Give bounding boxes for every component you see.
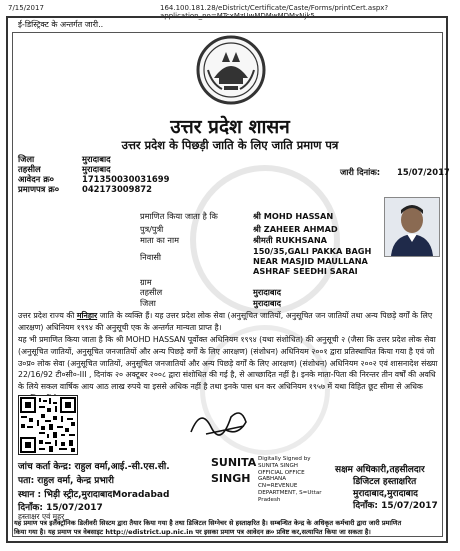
resident-line-2: NEAR MASJID MAULLANA xyxy=(253,256,368,266)
issue-date-value: 15/07/2017 xyxy=(397,167,450,177)
tehsil-value: मुरादाबाद xyxy=(82,164,111,174)
para1-prefix: उत्तर प्रदेश राज्य की xyxy=(18,311,75,320)
issuer-center: जांच कर्ता केन्द्र: राहुल वर्मा,आई.-सी.एस.सी. xyxy=(18,462,170,472)
village-label: ग्राम xyxy=(140,277,152,287)
footer-line-1: यह प्रमाण पत्र इलेक्ट्रॉनिक डिलीवरी सिस्टम द्वारा तैयार किया गया है तथा डिजिटल सिग्नेचर से हस्ताक्षरित है। सम्बन्धित केन्द्र के अधिकृत कर्मचारी द्वारा जारी प्रमाणित xyxy=(14,519,402,527)
mother-label: माता का नाम xyxy=(140,235,179,245)
print-url: 164.100.181.28/eDistrict/Certificate/Caste/Forms/printCert.aspx?application_no=MTcxMzUwMDMwMDMxNjk5 xyxy=(160,4,389,20)
digital-signature-details: Digitally Signed by SUNITA SINGH OFFICIAL OFFICE GABHANA CN=REVENUE DEPARTMENT, S=Uttar Pradesh xyxy=(258,456,322,503)
print-date: 7/15/2017 xyxy=(8,4,44,12)
page-title: उत्तर प्रदेश शासन xyxy=(170,116,290,138)
issue-date-label: जारी दिनांक: xyxy=(340,167,381,177)
page-subtitle: उत्तर प्रदेश के पिछड़ी जाति के लिए जाति प्रमाण पत्र xyxy=(121,138,339,152)
footer-line-2: किया गया है। यह प्रमाण पत्र वेबसाइट http://edistrict.up.nic.in पर इसका प्रमाण पत्र आवेदन क्र० प्रविष्ट कर,सत्यापित किया जा सकता है। xyxy=(14,528,371,536)
issuer-place xyxy=(18,487,169,500)
certify-value: श्री MOHD HASSAN xyxy=(253,211,334,221)
footer-note xyxy=(14,519,444,537)
issuer-date-label: दिनाँक: xyxy=(18,503,43,513)
application-value: 171350030031699 xyxy=(82,174,170,184)
creamy-layer-paragraph: यह भी प्रमाणित किया जाता है कि श्री MOHD HASSAN पूर्वोक्त अधिनियम १९९४ (यथा संशोधित) की अनुसूची २ (जैसा कि उत्तर प्रदेश लोक सेवा (अनुसूचित जातियों, अनुसूचित जनजातियों और अन्य पिछड़े वर्गों के लिए आरक्षण) (संशोधन) अधिनियम २००१ द्वारा प्रतिस्थापित किया गया है एवं जो उ०प्र० लोक सेवा (अनुसूचित जातियों, अनुसूचित जनजातियों और अन्य पिछड़े वर्गों के लिए आरक्षण) (संशोधन) अधिनियम २००२ एवं शासनादेश संख्या 22/16/92 टी०सी०-III , दिनांक २० अक्टूबर २००८ द्वारा संशोधित की गई है, से आच्छादित नहीं है। इनके माता-पिता की निरन्तर तीन वर्षों की अवधि के लिये सकल वार्षिक आय आठ लाख रुपये या इससे अधिक नहीं है तथा इनके पास धन कर अधिनियम १९५७ में यथा विहित छूट सीमा से अधिक xyxy=(18,335,438,392)
signer-name-line-2: SINGH xyxy=(211,472,251,485)
officer-place: मुरादाबाद,मुरादाबाद xyxy=(353,489,418,499)
applicant-photo xyxy=(384,197,440,257)
handwritten-signature xyxy=(186,402,256,442)
application-label: आवेदन क्र० xyxy=(18,174,55,184)
district-value: मुरादाबाद xyxy=(82,154,111,164)
qr-code-icon xyxy=(18,395,78,455)
issuer-place-en: Moradabad xyxy=(112,490,170,500)
officer-designation: डिजिटल हस्ताक्षरित xyxy=(353,477,417,487)
officer-date-value: 15/07/2017 xyxy=(381,501,438,511)
officer-title: सक्षम अधिकारी,तहसीलदार xyxy=(335,465,425,475)
son-label: पुत्र/पुत्री xyxy=(140,224,164,234)
tehsil-label: तहसील xyxy=(18,164,41,174)
certificate-label: प्रमाणपत्र क्र० xyxy=(18,184,60,194)
issuer-sign-label: हस्ताक्षर एवं मुहर xyxy=(18,512,65,521)
caste-paragraph xyxy=(18,310,438,334)
son-value: श्री ZAHEER AHMAD xyxy=(253,224,338,234)
certificate-value: 042173009872 xyxy=(82,184,152,194)
issuer-place-label: स्थान : xyxy=(18,490,42,500)
para1-suffix: जाति के व्यक्ति हैं। यह उत्तर प्रदेश लोक सेवा (अनुसूचित जातियों, अनुसूचित जन जातियों तथा अन्य पिछड़े वर्गों के लिए आरक्षण) अधिनियम १९९४ की अनुसूची एक के अन्तर्गत मान्यता प्राप्त है। xyxy=(18,311,433,332)
tehsil2-label: तहसील xyxy=(140,287,163,297)
resident-line-1: 150/35,GALI PAKKA BAGH xyxy=(253,246,372,256)
issuer-address: पता: राहुल वर्मा, केन्द्र प्रभारी xyxy=(18,476,114,486)
signer-name-line-1: SUNITA xyxy=(211,456,257,469)
issuer-place-hindi: भिड़ी स्ट्रीट,मुरादाबाद xyxy=(44,490,113,500)
issuer-date-value: 15/07/2017 xyxy=(46,503,103,513)
district-label: जिला xyxy=(18,154,35,164)
district2-label: जिला xyxy=(140,298,156,308)
certify-label: प्रमाणित किया जाता है कि xyxy=(140,211,218,221)
up-emblem-icon xyxy=(194,34,268,106)
mother-value: श्रीमती RUKHSANA xyxy=(253,235,328,245)
tehsil2-value: मुरादाबाद xyxy=(253,287,281,297)
officer-date-label: दिनाँक: xyxy=(353,501,378,511)
edistrict-note: ई-डिस्ट्रिक्ट के अन्तर्गत जारी.. xyxy=(18,20,104,29)
resident-label: निवासी xyxy=(140,252,161,262)
resident-line-3: ASHRAF SEEDHI SARAI xyxy=(253,266,358,276)
caste-name: मनिहार xyxy=(76,311,98,320)
officer-date xyxy=(353,498,438,511)
district2-value: मुरादाबाद xyxy=(253,298,281,308)
